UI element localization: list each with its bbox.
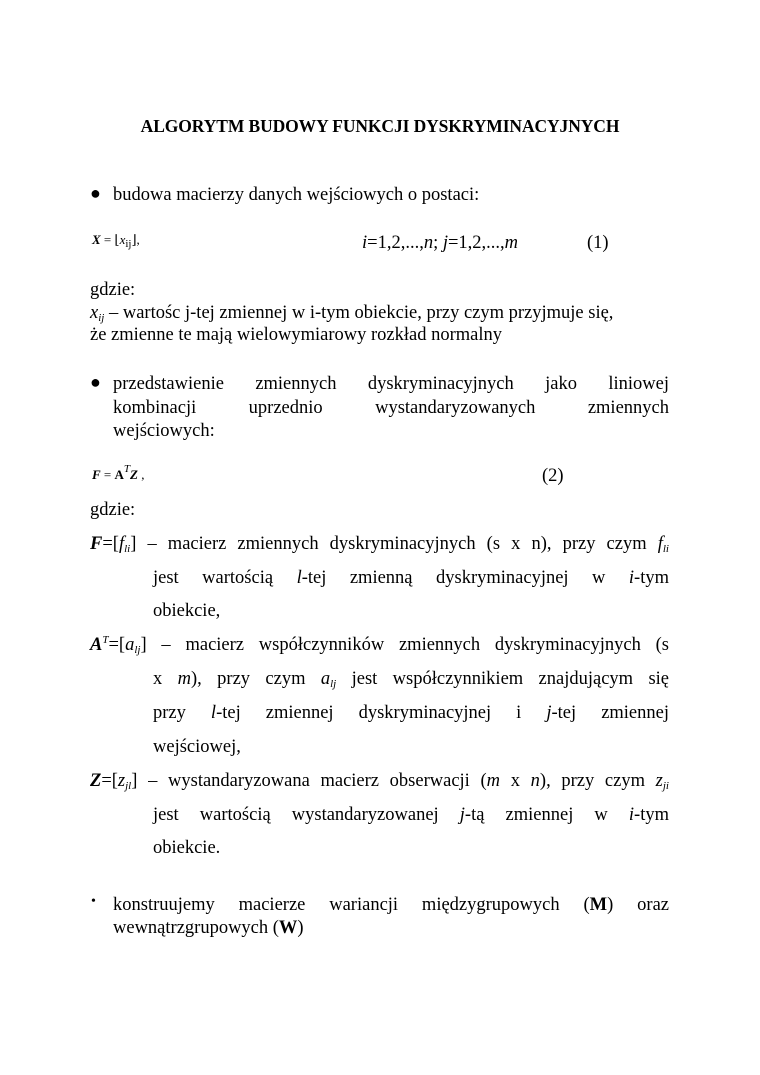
bullet1-text: budowa macierzy danych wejściowych o postaci: [113, 185, 480, 205]
z-definition: $Z=[z_{jl}]$ – wystandaryzowana macierz obserwacji (m x n), przy czym $z_{ji}$ [90, 771, 669, 792]
a-definition-4: wejściowej, [153, 737, 241, 757]
bullet-icon: ● [90, 372, 101, 392]
formula-x: $X = ⌊x_{ij}⌋$, [92, 232, 140, 250]
x-description: $x_{ij}$ – wartośc j-tej zmiennej w i-tym obiekcie, przy czym przyjmuje się, [90, 303, 614, 324]
bullet2-line2: kombinacji uprzednio wystandaryzowanych zmiennych [113, 398, 669, 418]
bullet-icon: ● [90, 183, 101, 203]
a-definition: $A^T=[a_{lj}]$ – macierz współczynników zmiennych dyskryminacyjnych (s [90, 634, 669, 656]
formula-f: $F = A^TZ$ , [92, 463, 145, 482]
page-title: ALGORYTM BUDOWY FUNKCJI DYSKRYMINACYJNYCH [140, 116, 620, 136]
a-definition-2: x m), przy czym $a_{lj}$ jest współczynnikiem znajdującym się [153, 669, 669, 690]
where-label-1: gdzie: [90, 280, 136, 300]
bullet3-line1: konstruujemy macierze wariancji międzygrupowych (M) oraz [113, 895, 669, 915]
f-definition-2: jest wartością l-tej zmienną dyskryminacyjnej w i-tym [153, 568, 669, 588]
equation-number-1: (1) [587, 233, 609, 253]
z-definition-3: obiekcie. [153, 838, 221, 858]
a-definition-3: przy l-tej zmiennej dyskryminacyjnej i j-tej zmiennej [153, 703, 669, 723]
bullet3-line2: wewnątrzgrupowych (W) [113, 918, 304, 938]
formula-ranges: i=1,2,...,n; j=1,2,...,m [362, 233, 519, 253]
bullet2-line1: przedstawienie zmiennych dyskryminacyjnych jako liniowej [113, 374, 669, 394]
where-label-2: gdzie: [90, 500, 136, 520]
f-definition: $F=[f_{li}]$ – macierz zmiennych dyskryminacyjnych (s x n), przy czym $f_{li}$ [90, 534, 669, 555]
equation-number-2: (2) [542, 466, 564, 486]
x-description-2: że zmienne te mają wielowymiarowy rozkład normalny [90, 325, 502, 345]
z-definition-2: jest wartością wystandaryzowanej j-tą zmiennej w i-tym [153, 805, 669, 825]
f-definition-3: obiekcie, [153, 601, 221, 621]
bullet2-line3: wejściowych: [113, 421, 215, 441]
bullet-icon: • [91, 894, 96, 909]
